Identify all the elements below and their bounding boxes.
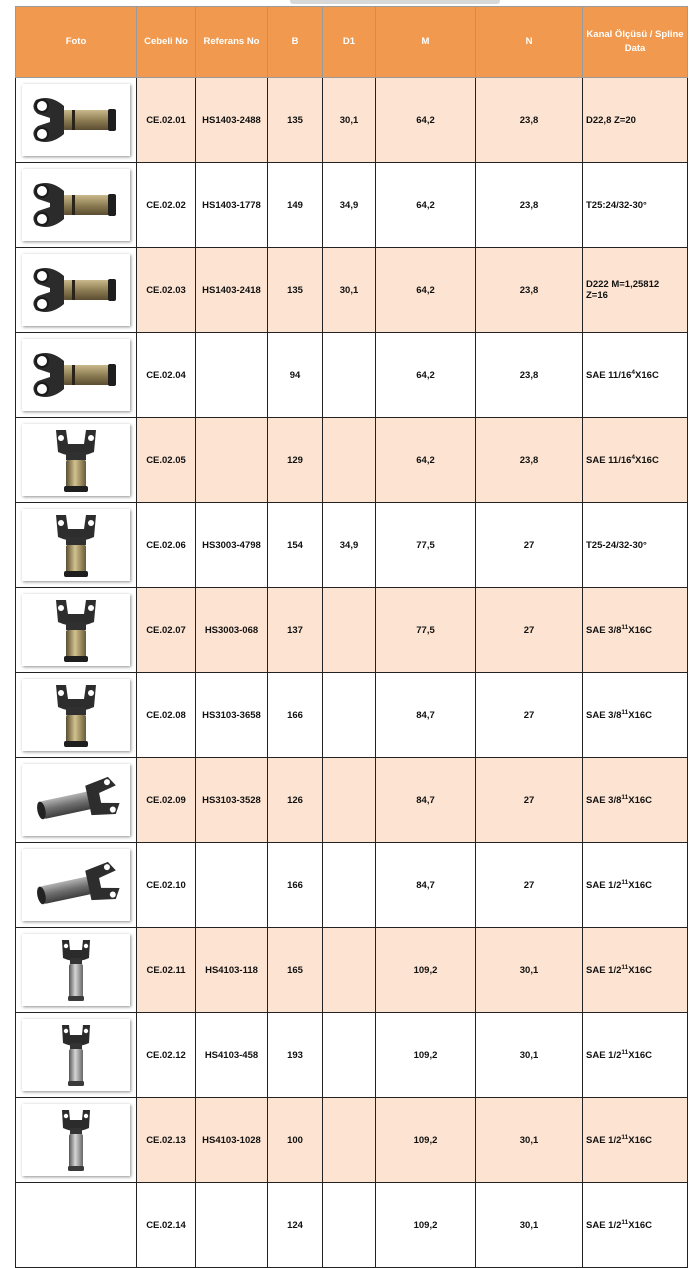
table-row [16,1098,688,1183]
m-cell: 64,2 [376,418,476,503]
table-row [16,418,688,503]
table-row [16,333,688,418]
n-cell: 27 [476,758,583,843]
b-cell: 126 [268,758,323,843]
cebeli-no-cell: CE.02.03 [137,248,196,333]
spline-cell [583,673,688,758]
spline-suffix: X16C [628,1135,653,1147]
cebeli-no-cell: CE.02.06 [137,503,196,588]
spline-text: SAE 1/2 [586,1220,622,1232]
m-cell: 64,2 [376,248,476,333]
spline-text: T25:24/32-30° [586,199,647,211]
spline-suffix: X16C [628,625,653,637]
header-d1: D1 [323,7,376,78]
yoke-tube-horizontal-photo [22,254,130,326]
spline-superscript: 4 [631,368,636,376]
spline-cell [583,1098,688,1183]
referans-no-cell: HS1403-1778 [196,163,268,248]
header-row [16,7,688,78]
table-row [16,843,688,928]
header-foto: Foto [16,7,137,78]
d1-cell [323,758,376,843]
spline-cell [583,418,688,503]
spline-text: SAE 1/2 [586,880,622,892]
spline-cell [583,248,688,333]
yoke-vertical-photo [22,424,130,496]
referans-no-cell: HS4103-118 [196,928,268,1013]
table-row [16,1183,688,1268]
spline-suffix: X16C [628,710,653,722]
spline-superscript: 11 [621,793,629,801]
b-cell: 94 [268,333,323,418]
spline-text: D22,8 Z=20 [586,114,636,126]
foto-cell [16,1098,137,1183]
foto-cell [16,163,137,248]
b-cell: 166 [268,673,323,758]
d1-cell [323,1013,376,1098]
foto-cell [16,843,137,928]
d1-cell [323,1098,376,1183]
d1-cell [323,333,376,418]
spline-text: SAE 1/2 [586,1135,622,1147]
cebeli-no-cell: CE.02.09 [137,758,196,843]
n-cell: 23,8 [476,418,583,503]
cebeli-no-cell: CE.02.02 [137,163,196,248]
b-cell: 137 [268,588,323,673]
cebeli-no-cell: CE.02.04 [137,333,196,418]
cebeli-no-cell: CE.02.13 [137,1098,196,1183]
referans-no-cell: HS3103-3528 [196,758,268,843]
table-row [16,673,688,758]
yoke-vertical-steel-photo [22,1019,130,1091]
yoke-vertical-photo [22,679,130,751]
foto-cell [16,248,137,333]
spline-text: SAE 11/16 [586,370,632,382]
yoke-vertical-steel-photo [22,934,130,1006]
m-cell: 84,7 [376,673,476,758]
spline-superscript: 11 [621,708,629,716]
yoke-vertical-photo [22,594,130,666]
cebeli-no-cell: CE.02.05 [137,418,196,503]
b-cell: 193 [268,1013,323,1098]
spline-suffix: X16C [628,880,653,892]
n-cell: 23,8 [476,78,583,163]
cebeli-no-cell: CE.02.11 [137,928,196,1013]
n-cell: 27 [476,673,583,758]
n-cell: 27 [476,843,583,928]
header-referans-no: Referans No [196,7,268,78]
m-cell: 109,2 [376,1013,476,1098]
n-cell: 23,8 [476,248,583,333]
yoke-tube-horizontal-photo [22,339,130,411]
m-cell: 64,2 [376,163,476,248]
table-row [16,928,688,1013]
d1-cell [323,928,376,1013]
header-spline: Kanal Ölçüsü / Spline Data [583,7,688,78]
spline-text: SAE 3/8 [586,625,622,637]
yoke-tube-horizontal-photo [22,169,130,241]
m-cell: 64,2 [376,333,476,418]
table-row [16,758,688,843]
page-top-tab [290,0,500,4]
d1-cell [323,673,376,758]
spline-superscript: 11 [621,623,629,631]
b-cell: 135 [268,78,323,163]
b-cell: 129 [268,418,323,503]
yoke-vertical-steel-photo [22,1104,130,1176]
spline-superscript: 11 [621,1218,629,1226]
spline-suffix: X16C [635,370,659,382]
foto-cell [16,333,137,418]
spline-text: D222 M=1,25812 Z=16 [586,279,660,301]
spline-text: SAE 1/2 [586,965,622,977]
cebeli-no-cell: CE.02.08 [137,673,196,758]
referans-no-cell [196,333,268,418]
cebeli-no-cell: CE.02.07 [137,588,196,673]
referans-no-cell: HS4103-458 [196,1013,268,1098]
spline-text: T25-24/32-30° [586,539,647,551]
d1-cell: 34,9 [323,503,376,588]
spline-cell [583,163,688,248]
spline-text: SAE 3/8 [586,795,622,807]
spline-cell [583,588,688,673]
spline-suffix: X16C [635,455,659,467]
header-cebeli-no: Cebeli No [137,7,196,78]
cebeli-no-cell: CE.02.01 [137,78,196,163]
yoke-tube-horizontal-photo [22,84,130,156]
m-cell: 77,5 [376,503,476,588]
yoke-angled-photo [22,849,130,921]
referans-no-cell: HS1403-2488 [196,78,268,163]
m-cell: 109,2 [376,1183,476,1268]
b-cell: 149 [268,163,323,248]
spline-text: SAE 3/8 [586,710,622,722]
foto-cell [16,588,137,673]
n-cell: 30,1 [476,1013,583,1098]
referans-no-cell [196,843,268,928]
m-cell: 84,7 [376,758,476,843]
n-cell: 27 [476,503,583,588]
spline-cell [583,1013,688,1098]
m-cell: 109,2 [376,928,476,1013]
b-cell: 165 [268,928,323,1013]
spline-suffix: X16C [628,795,653,807]
foto-cell [16,418,137,503]
header-b: B [268,7,323,78]
m-cell: 77,5 [376,588,476,673]
b-cell: 135 [268,248,323,333]
foto-cell [16,78,137,163]
spline-cell [583,758,688,843]
table-row [16,163,688,248]
spline-suffix: X16C [628,965,653,977]
referans-no-cell [196,418,268,503]
spline-superscript: 4 [631,453,636,461]
yoke-angled-photo [22,764,130,836]
spline-cell [583,503,688,588]
cebeli-no-cell: CE.02.10 [137,843,196,928]
n-cell: 27 [476,588,583,673]
d1-cell: 30,1 [323,78,376,163]
n-cell: 23,8 [476,333,583,418]
header-n: N [476,7,583,78]
cebeli-no-cell: CE.02.12 [137,1013,196,1098]
m-cell: 109,2 [376,1098,476,1183]
yoke-vertical-photo [22,509,130,581]
cebeli-no-cell: CE.02.14 [137,1183,196,1268]
d1-cell: 34,9 [323,163,376,248]
foto-cell [16,758,137,843]
table-row [16,248,688,333]
foto-cell [16,673,137,758]
spline-superscript: 11 [621,963,629,971]
table-row [16,1013,688,1098]
parts-table [15,6,688,1268]
referans-no-cell: HS3103-3658 [196,673,268,758]
table-row [16,503,688,588]
table-row [16,588,688,673]
spline-text: SAE 1/2 [586,1050,622,1062]
spline-cell [583,843,688,928]
spline-suffix: X16C [628,1050,653,1062]
d1-cell [323,1183,376,1268]
spline-cell [583,928,688,1013]
spline-cell [583,78,688,163]
spline-superscript: 11 [621,1133,629,1141]
m-cell: 64,2 [376,78,476,163]
referans-no-cell: HS3003-4798 [196,503,268,588]
referans-no-cell [196,1183,268,1268]
b-cell: 154 [268,503,323,588]
b-cell: 100 [268,1098,323,1183]
n-cell: 30,1 [476,1098,583,1183]
m-cell: 84,7 [376,843,476,928]
referans-no-cell: HS1403-2418 [196,248,268,333]
header-m: M [376,7,476,78]
d1-cell [323,843,376,928]
d1-cell: 30,1 [323,248,376,333]
referans-no-cell: HS4103-1028 [196,1098,268,1183]
d1-cell [323,418,376,503]
spline-superscript: 11 [621,1048,629,1056]
foto-cell [16,1013,137,1098]
spline-superscript: 11 [621,878,629,886]
referans-no-cell: HS3003-068 [196,588,268,673]
d1-cell [323,588,376,673]
foto-cell [16,1183,137,1268]
table-body [16,78,688,1268]
spline-suffix: X16C [628,1220,653,1232]
spline-cell [583,333,688,418]
n-cell: 30,1 [476,928,583,1013]
foto-cell [16,503,137,588]
table-row [16,78,688,163]
spline-cell [583,1183,688,1268]
b-cell: 124 [268,1183,323,1268]
foto-cell [16,928,137,1013]
n-cell: 30,1 [476,1183,583,1268]
b-cell: 166 [268,843,323,928]
spline-text: SAE 11/16 [586,455,632,467]
n-cell: 23,8 [476,163,583,248]
